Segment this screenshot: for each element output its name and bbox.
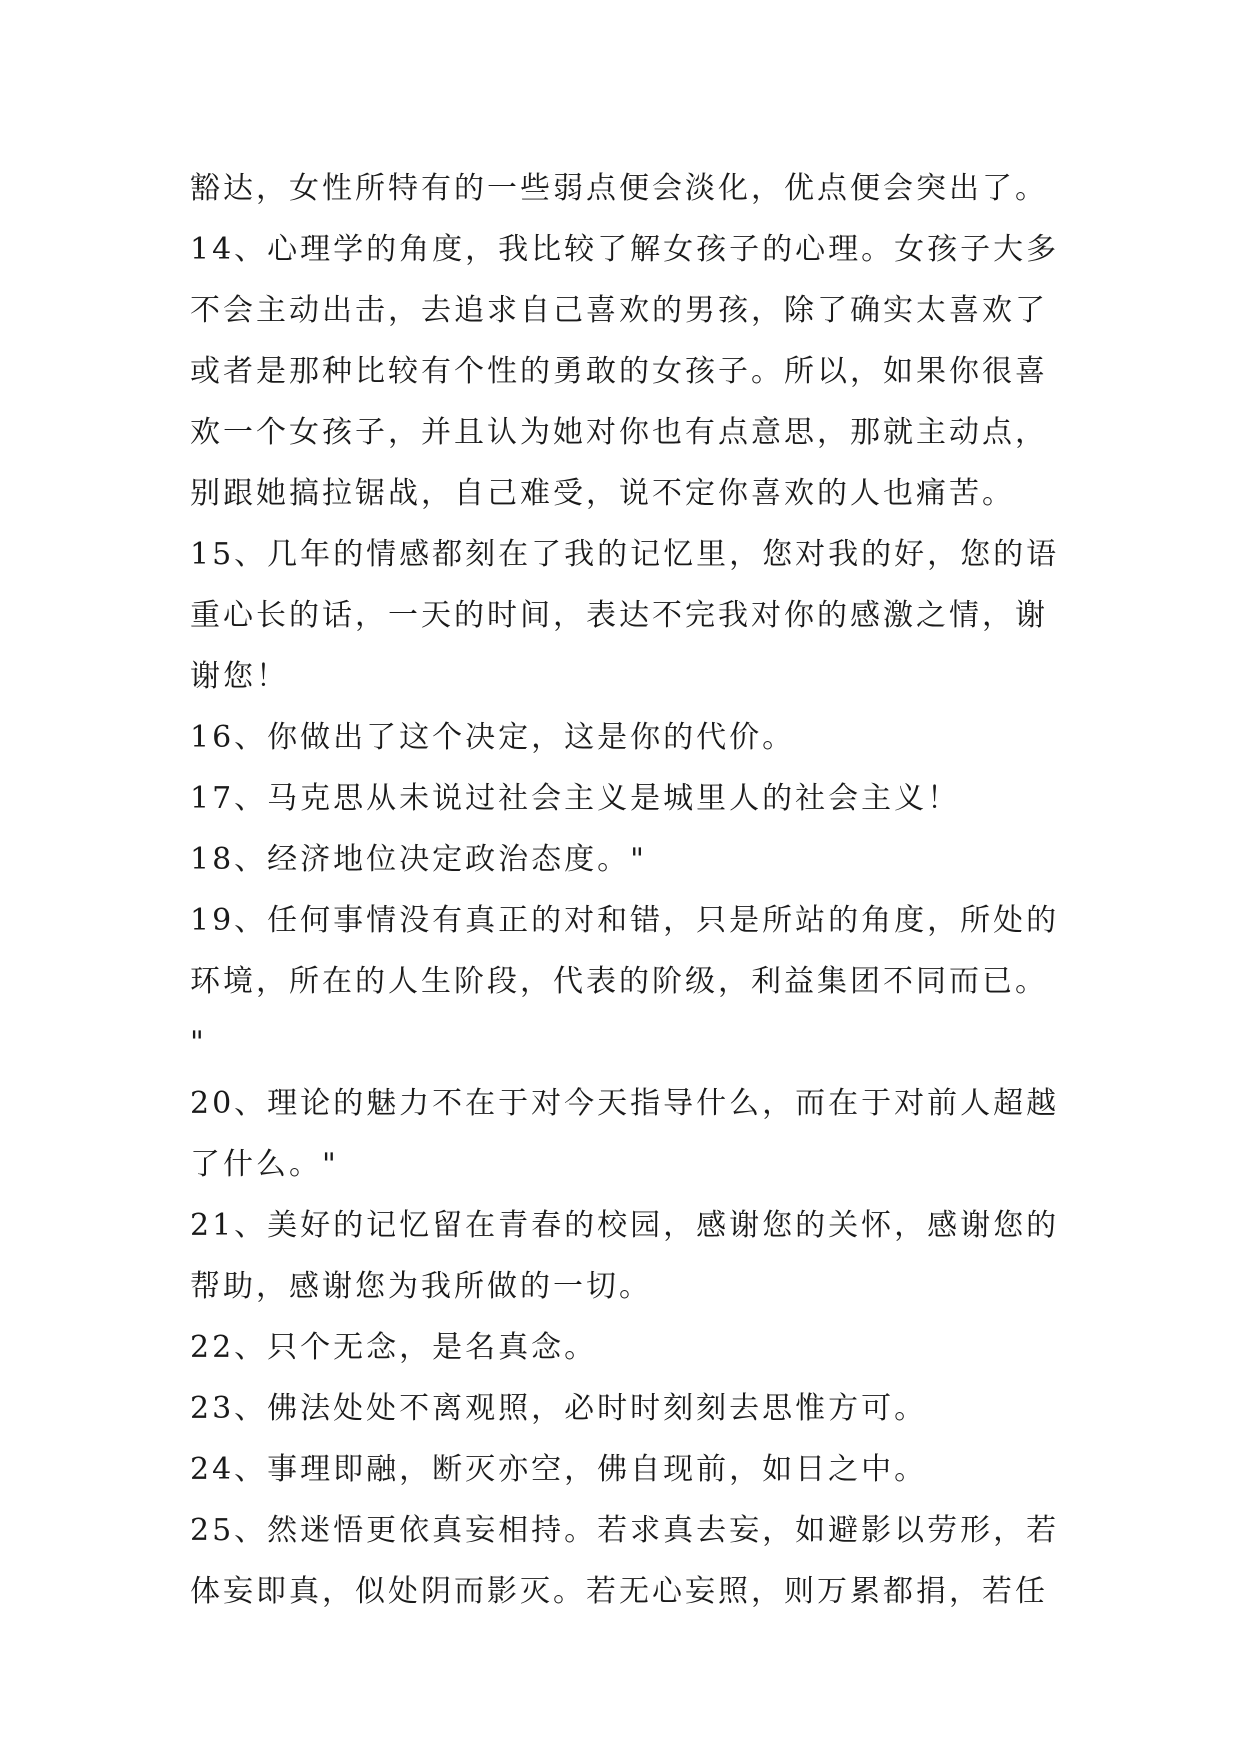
text-line: 体妄即真，似处阴而影灭。若无心妄照，则万累都捐，若任 <box>190 1574 1048 1609</box>
text-line: 23、佛法处处不离观照，必时时刻刻去思惟方可。 <box>190 1391 928 1426</box>
text-line: 17、马克思从未说过社会主义是城里人的社会主义！ <box>190 781 961 816</box>
text-line: 帮助，感谢您为我所做的一切。 <box>190 1269 652 1304</box>
text-line: 16、你做出了这个决定，这是你的代价。 <box>190 720 796 755</box>
text-line: 谢您！ <box>190 659 289 694</box>
text-line: 或者是那种比较有个性的勇敢的女孩子。所以，如果你很喜 <box>190 354 1048 389</box>
text-line: 14、心理学的角度，我比较了解女孩子的心理。女孩子大多 <box>190 232 1060 267</box>
text-line: 别跟她搞拉锯战，自己难受，说不定你喜欢的人也痛苦。 <box>190 476 1015 511</box>
text-line: 了什么。" <box>190 1147 339 1182</box>
text-line: 19、任何事情没有真正的对和错，只是所站的角度，所处的 <box>190 903 1060 938</box>
text-line: 20、理论的魅力不在于对今天指导什么，而在于对前人超越 <box>190 1086 1060 1121</box>
text-line: 重心长的话，一天的时间，表达不完我对你的感激之情，谢 <box>190 598 1048 633</box>
text-line: 环境，所在的人生阶段，代表的阶级，利益集团不同而已。 <box>190 964 1048 999</box>
document-body <box>190 158 1090 1622</box>
text-line: 豁达，女性所特有的一些弱点便会淡化，优点便会突出了。 <box>190 171 1048 206</box>
text-line: 不会主动出击，去追求自己喜欢的男孩，除了确实太喜欢了 <box>190 293 1048 328</box>
text-line: " <box>190 1025 207 1060</box>
text-line: 22、只个无念，是名真念。 <box>190 1330 598 1365</box>
text-line: 欢一个女孩子，并且认为她对你也有点意思，那就主动点， <box>190 415 1048 450</box>
text-line: 24、事理即融，断灭亦空，佛自现前，如日之中。 <box>190 1452 928 1487</box>
text-line: 18、经济地位决定政治态度。" <box>190 842 647 877</box>
text-line: 15、几年的情感都刻在了我的记忆里，您对我的好，您的语 <box>190 537 1060 572</box>
text-line: 25、然迷悟更依真妄相持。若求真去妄，如避影以劳形，若 <box>190 1513 1060 1548</box>
text-line: 21、美好的记忆留在青春的校园，感谢您的关怀，感谢您的 <box>190 1208 1060 1243</box>
